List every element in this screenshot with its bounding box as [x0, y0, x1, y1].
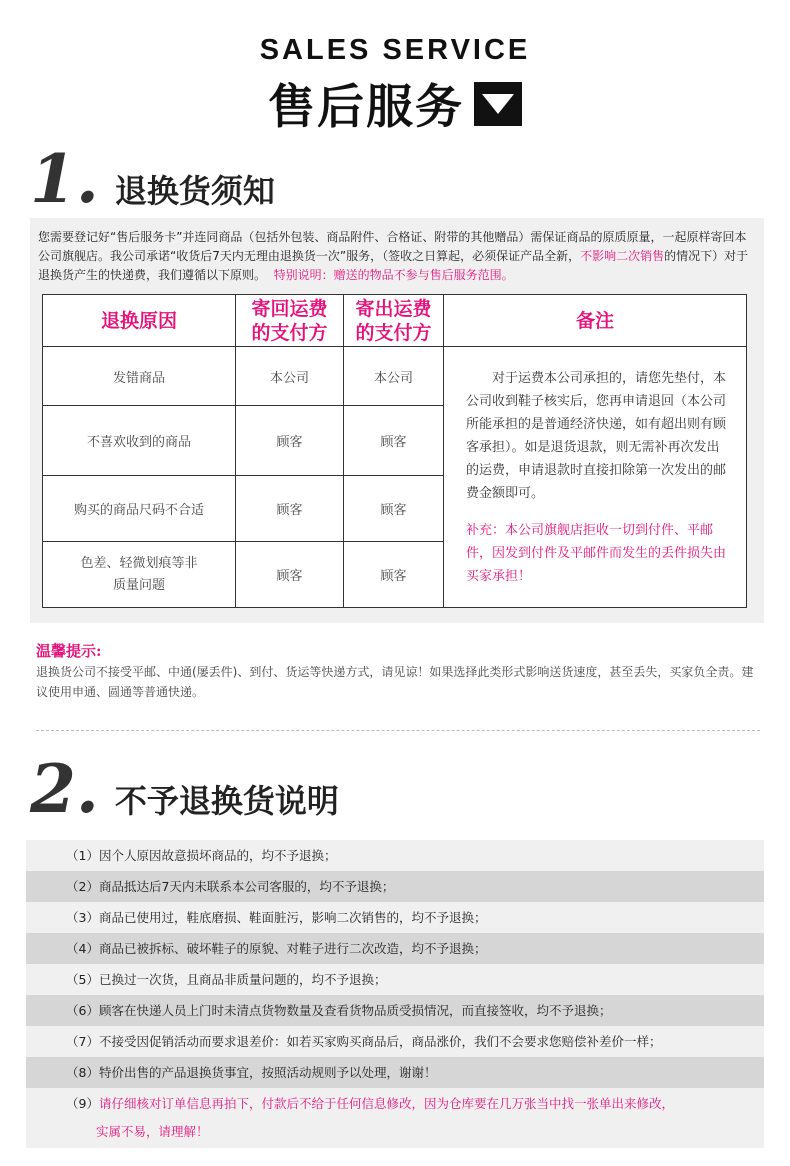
- row-reason: 发错商品: [43, 347, 236, 406]
- row-send-payer: 本公司: [344, 347, 444, 406]
- note-main: 对于运费本公司承担的，请您先垫付，本公司收到鞋子核实后，您再申请退回（本公司所能承担的是普通经济快递，如有超出则有顾客承担）。如是退货退款，则无需补再次发出的运费，申请退款时直接扣除第一次发出的邮费金额即可。: [466, 370, 727, 501]
- list-item: （7）不接受因促销活动而要求退差价：如若买家购买商品后，商品涨价，我们不会要求您赔偿补差价一样；: [26, 1026, 764, 1057]
- row-reason: 不喜欢收到的商品: [43, 406, 236, 476]
- section2-heading: [30, 750, 339, 828]
- table-header-note: 备注: [444, 295, 747, 347]
- section2-number: 2.: [30, 750, 99, 828]
- row-return-payer: 顾客: [236, 476, 344, 542]
- page-title-en: SALES SERVICE: [259, 34, 531, 66]
- down-triangle-box-icon: [474, 82, 522, 126]
- section2-title: 不予退换货说明: [114, 782, 339, 820]
- list-item: [26, 1088, 764, 1148]
- return-fee-table: [42, 294, 747, 608]
- list-item: （8）特价出售的产品退换货事宜，按照活动规则予以处理，谢谢！: [26, 1057, 764, 1088]
- intro-highlight-2: 特别说明：赠送的物品不参与售后服务范围。: [273, 268, 514, 282]
- list-item: （1）因个人原因故意损坏商品的，均不予退换；: [26, 840, 764, 871]
- table-header-reason: 退换原因: [43, 295, 236, 347]
- table-note-cell: [444, 347, 747, 608]
- table-row: [43, 347, 747, 406]
- rule9-number: （9）: [66, 1096, 99, 1111]
- page-title-cn-wrap: [0, 70, 790, 137]
- row-return-payer: 顾客: [236, 542, 344, 608]
- note-supplement: 补充：本公司旗舰店拒收一切到付件、平邮件，因发到付件及平邮件而发生的丢件损失由买家承担！: [466, 522, 727, 584]
- tip-text: 退换货公司不接受平邮、中通(屡丢件)、到付、货运等快递方式，请见谅！如果选择此类形式影响送货速度，甚至丢失，买家负全责。建议使用申通、圆通等普通快递。: [36, 665, 754, 699]
- intro-text-b: 的情况下）对于退换货产生的快递费，我们遵循以下原则。: [38, 249, 749, 282]
- row-return-payer: 顾客: [236, 406, 344, 476]
- rule9-line1: 请仔细核对订单信息再拍下，付款后不给于任何信息修改，因为仓库要在几万张当中找一张单出来修改，: [98, 1096, 674, 1111]
- row-reason: 色差、轻微划痕等非质量问题: [43, 542, 236, 608]
- section1-title: 退换货须知: [114, 172, 275, 210]
- list-item: （3）商品已使用过，鞋底磨损、鞋面脏污，影响二次销售的，均不予退换；: [26, 902, 764, 933]
- list-item: （6）顾客在快递人员上门时未清点货物数量及查看货物品质受损情况，而直接签收，均不予退换；: [26, 995, 764, 1026]
- table-header-send-payer: 寄出运费的支付方: [344, 295, 444, 347]
- intro-text-a: 您需要登记好“售后服务卡”并连同商品（包括外包装、商品附件、合格证、附带的其他赠品）需保证商品的原质原量，一起原样寄回本公司旗舰店。我公司承诺“收货后7天内无理由退换货一次”服务，（签收之日算起，必须保证产品全新，: [38, 230, 747, 263]
- row-return-payer: 本公司: [236, 347, 344, 406]
- list-item: （4）商品已被拆标、破坏鞋子的原貌、对鞋子进行二次改造，均不予退换；: [26, 933, 764, 964]
- section1-intro: [38, 228, 756, 285]
- section1-number: 1.: [30, 140, 99, 218]
- row-send-payer: 顾客: [344, 542, 444, 608]
- divider: [36, 730, 760, 731]
- row-send-payer: 顾客: [344, 406, 444, 476]
- list-item: （2）商品抵达后7天内未联系本公司客服的，均不予退换；: [26, 871, 764, 902]
- tip-title: 温馨提示:: [36, 642, 102, 660]
- rule9-line2: 实属不易，请理解！: [96, 1124, 209, 1139]
- page-title-cn: 售后服务: [268, 80, 464, 135]
- table-header-return-payer: 寄回运费的支付方: [236, 295, 344, 347]
- section1-heading: [30, 140, 275, 218]
- list-item: （5）已换过一次货，且商品非质量问题的，均不予退换；: [26, 964, 764, 995]
- no-return-rules-list: [26, 840, 764, 1148]
- row-send-payer: 顾客: [344, 476, 444, 542]
- row-reason: 购买的商品尺码不合适: [43, 476, 236, 542]
- intro-highlight-1: 不影响二次销售: [580, 249, 665, 263]
